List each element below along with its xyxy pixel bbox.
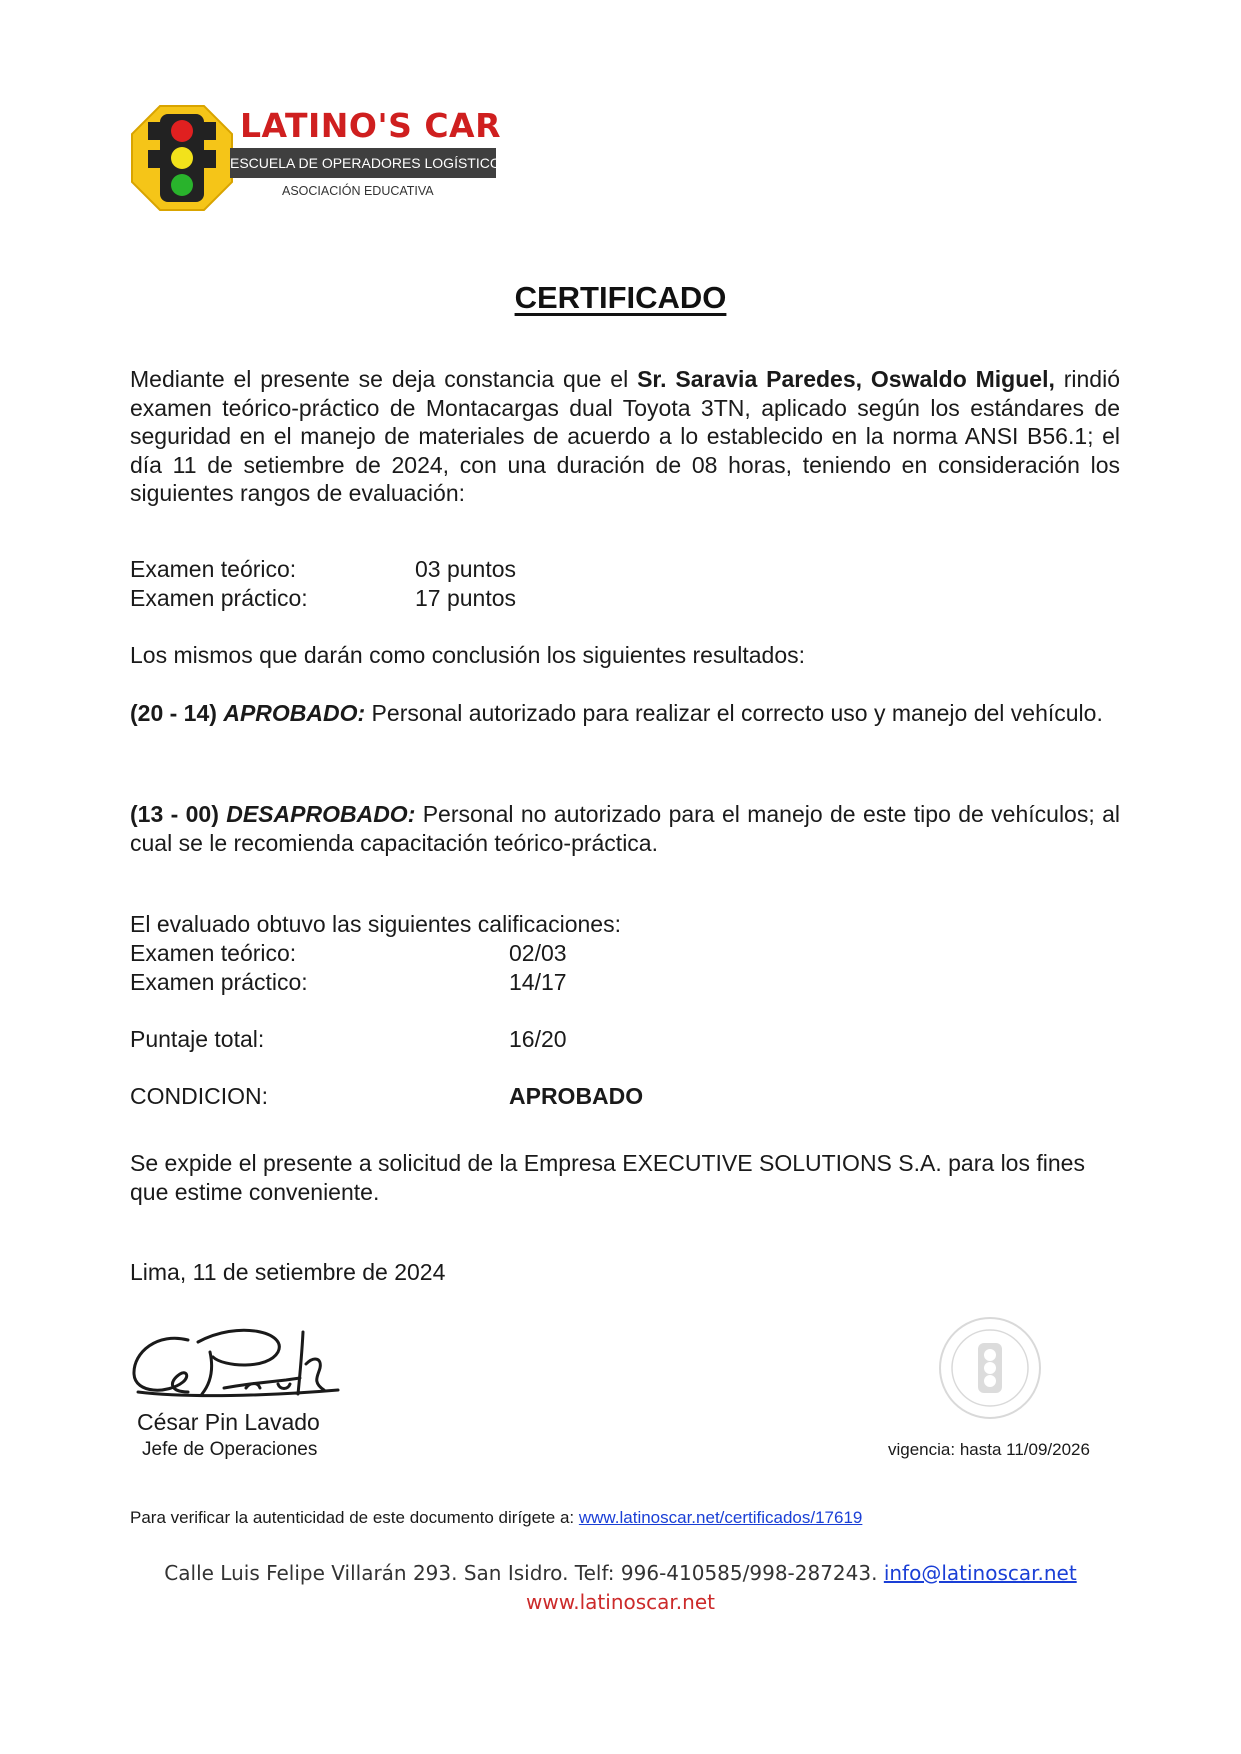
grade-label-practice: Examen práctico:	[130, 969, 308, 995]
range-label-theory: Examen teórico:	[130, 556, 297, 582]
candidate-name: Sr. Saravia Paredes, Oswaldo Miguel,	[637, 366, 1055, 392]
approved-text: Personal autorizado para realizar el correcto uso y manejo del vehículo.	[365, 700, 1103, 726]
footer-email-link[interactable]: info@latinoscar.net	[883, 1561, 1077, 1585]
document-title: CERTIFICADO	[514, 280, 727, 315]
grade-value-theory: 02/03	[509, 940, 567, 966]
failed-range: (13 - 00)	[130, 801, 227, 827]
conclusion-intro: Los mismos que darán como conclusión los siguientes resultados:	[130, 642, 806, 668]
signature-image	[128, 1312, 348, 1412]
approved-range: (20 - 14)	[130, 700, 224, 726]
company-seal	[935, 1313, 1045, 1423]
total-label: Puntaje total:	[130, 1026, 265, 1052]
range-value-practice: 17 puntos	[415, 585, 517, 611]
signer-name: César Pin Lavado	[137, 1409, 320, 1435]
grade-label-theory: Examen teórico:	[130, 940, 297, 966]
intro-paragraph	[130, 365, 1120, 508]
verify-text: Para verificar la autenticidad de este documento dirígete a:	[130, 1508, 579, 1527]
condition-value: APROBADO	[509, 1083, 644, 1109]
logo-brand-text: LATINO'S CAR	[240, 106, 501, 145]
verify-link[interactable]: www.latinoscar.net/certificados/17619	[578, 1508, 863, 1527]
intro-lead: Mediante el presente se deja constancia que el	[130, 366, 638, 392]
failed-criteria	[130, 800, 1120, 857]
logo-tagline: ESCUELA DE OPERADORES LOGÍSTICOS	[230, 148, 496, 178]
footer-website[interactable]: www.latinoscar.net	[526, 1590, 715, 1614]
failed-text: Personal no autorizado para el manejo de este tipo de vehículos; al cual se le recomienda capacitación teórico-práctica.	[130, 801, 1120, 856]
failed-label: DESAPROBADO:	[226, 801, 416, 827]
grade-value-practice: 14/17	[509, 969, 567, 995]
company-logo	[130, 104, 510, 214]
total-value: 16/20	[509, 1026, 567, 1052]
intro-rest: rindió examen teórico-práctico de Montacargas dual Toyota 3TN, aplicado según los estándares de seguridad en el manejo de materiales de acuerdo a lo establecido en la norma ANSI B56.1; el día 11 de setiembre de 2024, con una duración de 08 horas, teniendo en consideración los siguientes rangos de evaluación:	[130, 366, 1120, 506]
condition-label: CONDICION:	[130, 1083, 268, 1109]
validity-date: vigencia: hasta 11/09/2026	[888, 1440, 1090, 1459]
verify-line	[130, 1508, 862, 1528]
approved-criteria	[130, 699, 1120, 728]
signer-role: Jefe de Operaciones	[142, 1439, 318, 1460]
range-label-practice: Examen práctico:	[130, 585, 308, 611]
footer-address-line	[0, 1561, 1241, 1585]
footer-address: Calle Luis Felipe Villarán 293. San Isidro. Telf: 996-410585/998-287243.	[164, 1561, 884, 1585]
logo-subtitle: ASOCIACIÓN EDUCATIVA	[282, 184, 434, 198]
issued-paragraph: Se expide el presente a solicitud de la Empresa EXECUTIVE SOLUTIONS S.A. para los fines que estime conveniente.	[130, 1150, 1085, 1205]
traffic-light-icon	[130, 104, 234, 212]
grades-intro: El evaluado obtuvo las siguientes calificaciones:	[130, 911, 621, 937]
approved-label: APROBADO:	[223, 700, 366, 726]
range-value-theory: 03 puntos	[415, 556, 517, 582]
place-date: Lima, 11 de setiembre de 2024	[130, 1259, 446, 1285]
